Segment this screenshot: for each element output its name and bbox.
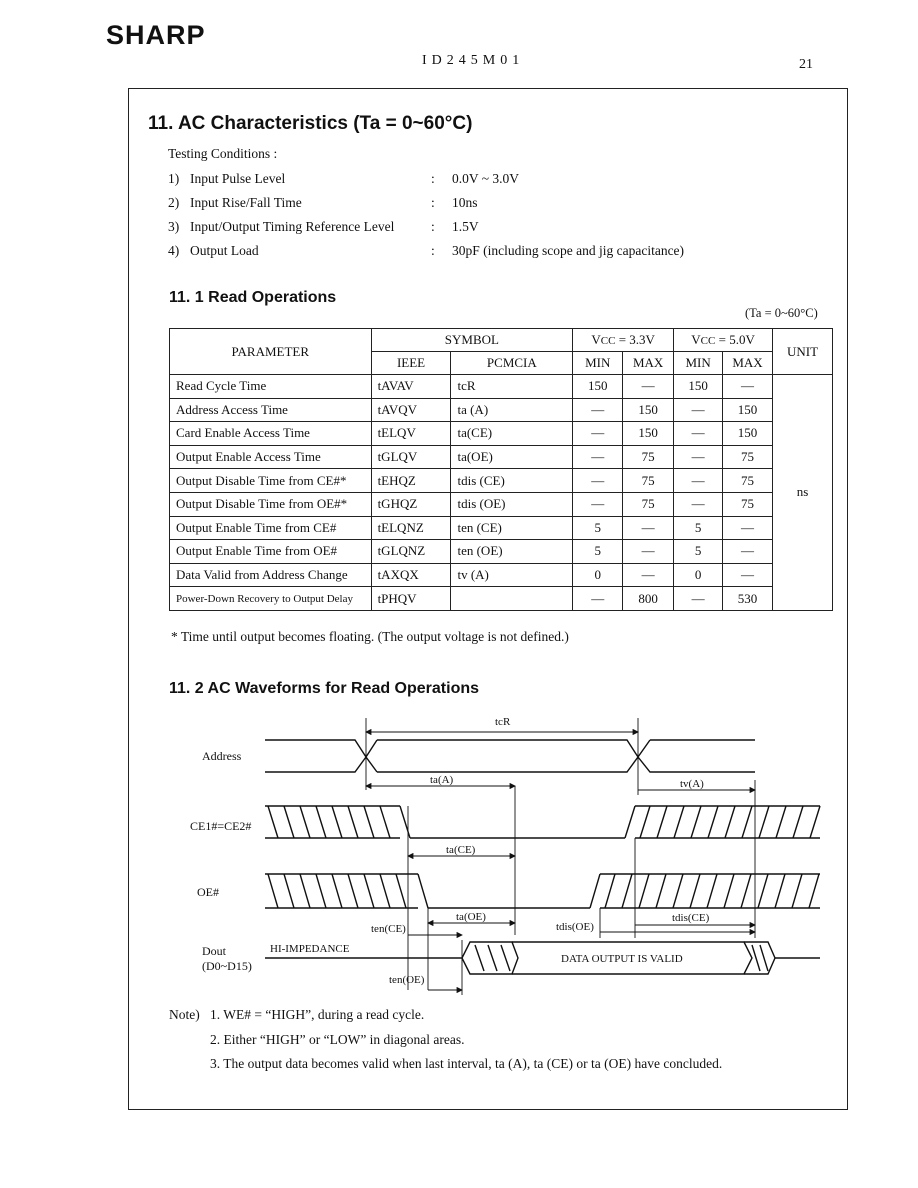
cell-min50: — (674, 398, 723, 422)
cell-pcmcia: tcR (451, 375, 573, 399)
condition-4-label: Output Load (190, 243, 259, 258)
cell-min33: 0 (573, 563, 623, 587)
hatch-line (690, 874, 700, 908)
header-unit: UNIT (773, 329, 833, 375)
hatch-line (348, 806, 358, 838)
hatch-line (380, 806, 390, 838)
header-min-33: MIN (573, 352, 623, 375)
hatch-line (316, 806, 326, 838)
cell-min33: 5 (573, 516, 623, 540)
cell-min33: — (573, 492, 623, 516)
cell-max33: — (623, 540, 674, 564)
read-ops-title: 11. 1 Read Operations (169, 289, 337, 306)
cell-ieee: tAXQX (371, 563, 451, 587)
cell-param: Read Cycle Time (170, 375, 372, 399)
condition-3-value: 1.5V (452, 219, 479, 234)
condition-3-colon: : (431, 219, 435, 234)
hatch-line (268, 806, 278, 838)
hatch-line (741, 874, 751, 908)
hatch-line (725, 806, 735, 838)
hatch-line (793, 806, 803, 838)
signal-oe-label: OE# (197, 885, 219, 899)
hatch-line (809, 874, 819, 908)
cell-pcmcia: ta (A) (451, 398, 573, 422)
hatch-line (775, 874, 785, 908)
condition-1-num: 1) (168, 171, 180, 186)
cell-max50: — (723, 540, 773, 564)
cell-pcmcia: tdis (CE) (451, 469, 573, 493)
ta-a-label: ta(A) (430, 774, 454, 786)
notes-label: Note) (169, 1007, 200, 1022)
cell-max33: — (623, 516, 674, 540)
hatch-line (396, 874, 406, 908)
cell-min50: — (674, 445, 723, 469)
hatch-line (284, 806, 294, 838)
ta-ce-label: ta(CE) (446, 844, 476, 856)
condition-4-colon: : (431, 243, 435, 258)
cell-min33: — (573, 469, 623, 493)
header-ieee: IEEE (371, 352, 451, 375)
hatch-line (758, 874, 768, 908)
page-number: 21 (799, 57, 813, 72)
hatch-line (707, 874, 717, 908)
cell-ieee: tGLQV (371, 445, 451, 469)
hatch-line (708, 806, 718, 838)
cell-max50: 75 (723, 492, 773, 516)
condition-4-value: 30pF (including scope and jig capacitance) (452, 243, 685, 258)
sharp-logo: SHARP (106, 20, 206, 50)
cell-max33: 75 (623, 445, 674, 469)
header-parameter: PARAMETER (170, 329, 372, 375)
cell-min33: — (573, 587, 623, 611)
cell-max50: 75 (723, 469, 773, 493)
hatch-line (639, 874, 649, 908)
cell-min33: — (573, 422, 623, 446)
cell-max33: 150 (623, 422, 674, 446)
cell-min50: 150 (674, 375, 723, 399)
hatch-line (364, 874, 374, 908)
cell-min50: — (674, 469, 723, 493)
cell-ieee: tELQNZ (371, 516, 451, 540)
hatch-line (300, 874, 310, 908)
cell-pcmcia: ta(CE) (451, 422, 573, 446)
header-vcc50: VCC = 5.0V (674, 329, 773, 352)
cell-min33: — (573, 398, 623, 422)
ta-oe-label: ta(OE) (456, 911, 486, 923)
cell-ieee: tELQV (371, 422, 451, 446)
cell-min33: — (573, 445, 623, 469)
hatch-line (605, 874, 615, 908)
cell-pcmcia: ten (OE) (451, 540, 573, 564)
waveforms-title: 11. 2 AC Waveforms for Read Operations (169, 680, 480, 697)
cell-ieee: tAVAV (371, 375, 451, 399)
hatch-line (792, 874, 802, 908)
address-waveform (265, 740, 755, 772)
signal-dout-label: Dout (202, 944, 226, 958)
header-max-50: MAX (723, 352, 773, 375)
condition-4-num: 4) (168, 243, 180, 258)
cell-param: Data Valid from Address Change (170, 563, 372, 587)
signal-address-label: Address (202, 749, 242, 763)
header-max-33: MAX (623, 352, 674, 375)
hatch-line (316, 874, 326, 908)
cell-param: Output Disable Time from OE#* (170, 492, 372, 516)
cell-max33: 150 (623, 398, 674, 422)
signal-dout-range-label: (D0~D15) (202, 959, 252, 973)
cell-param: Output Enable Access Time (170, 445, 372, 469)
cell-param: Card Enable Access Time (170, 422, 372, 446)
cell-max33: 75 (623, 492, 674, 516)
note-3: 3. The output data becomes valid when last interval, ta (A), ta (CE) or ta (OE) have concluded. (210, 1056, 723, 1071)
tdis-ce-label: tdis(CE) (672, 912, 710, 924)
condition-1-label: Input Pulse Level (190, 171, 286, 186)
table-footnote: * Time until output becomes floating. (The output voltage is not defined.) (171, 629, 569, 644)
hatch-line (810, 806, 820, 838)
cell-min33: 150 (573, 375, 623, 399)
condition-1-colon: : (431, 171, 435, 186)
data-valid-label: DATA OUTPUT IS VALID (561, 953, 683, 965)
cell-pcmcia: ta(OE) (451, 445, 573, 469)
hi-impedance-label: HI-IMPEDANCE (270, 943, 350, 955)
condition-3-num: 3) (168, 219, 180, 234)
hatch-line (673, 874, 683, 908)
cell-max33: 800 (623, 587, 674, 611)
cell-min50: 5 (674, 516, 723, 540)
cell-pcmcia: tv (A) (451, 563, 573, 587)
header-symbol: SYMBOL (371, 329, 573, 352)
cell-max50: 530 (723, 587, 773, 611)
hatch-line (742, 806, 752, 838)
cell-min33: 5 (573, 540, 623, 564)
cell-param: Power-Down Recovery to Output Delay (170, 587, 372, 611)
tcr-label: tcR (495, 716, 511, 728)
cell-min50: 0 (674, 563, 723, 587)
cell-max50: — (723, 563, 773, 587)
section-title: 11. AC Characteristics (Ta = 0~60°C) (148, 113, 473, 134)
hatch-line (776, 806, 786, 838)
cell-max50: — (723, 375, 773, 399)
cell-param: Address Access Time (170, 398, 372, 422)
cell-max50: 75 (723, 445, 773, 469)
hatch-line (348, 874, 358, 908)
oe-waveform (265, 874, 820, 908)
cell-ieee: tGHQZ (371, 492, 451, 516)
cell-min50: — (674, 587, 723, 611)
header-pcmcia: PCMCIA (451, 352, 573, 375)
cell-max50: — (723, 516, 773, 540)
hatch-line (657, 806, 667, 838)
cell-unit: ns (773, 375, 833, 611)
hatch-line (656, 874, 666, 908)
condition-2-num: 2) (168, 195, 180, 210)
cell-ieee: tAVQV (371, 398, 451, 422)
cell-max33: 75 (623, 469, 674, 493)
hatch-line (759, 806, 769, 838)
tv-a-label: tv(A) (680, 778, 704, 790)
hatch-line (332, 806, 342, 838)
hatch-line (724, 874, 734, 908)
cell-pcmcia: tdis (OE) (451, 492, 573, 516)
condition-2-label: Input Rise/Fall Time (190, 195, 302, 210)
document-id: ID245M01 (422, 53, 525, 68)
cell-min50: 5 (674, 540, 723, 564)
cell-max50: 150 (723, 398, 773, 422)
cell-max33: — (623, 375, 674, 399)
cell-param: Output Enable Time from CE# (170, 516, 372, 540)
tdis-oe-label: tdis(OE) (556, 921, 594, 933)
cell-ieee: tGLQNZ (371, 540, 451, 564)
cell-max33: — (623, 563, 674, 587)
header-vcc33: VCC = 3.3V (573, 329, 674, 352)
note-1: 1. WE# = “HIGH”, during a read cycle. (210, 1007, 425, 1022)
cell-pcmcia: ten (CE) (451, 516, 573, 540)
cell-ieee: tPHQV (371, 587, 451, 611)
hatch-line (691, 806, 701, 838)
cell-min50: — (674, 492, 723, 516)
cell-min50: — (674, 422, 723, 446)
cell-param: Output Enable Time from OE# (170, 540, 372, 564)
hatch-line (332, 874, 342, 908)
condition-2-colon: : (431, 195, 435, 210)
hatch-line (622, 874, 632, 908)
hatch-line (674, 806, 684, 838)
testing-conditions-label: Testing Conditions : (168, 146, 278, 161)
header-min-50: MIN (674, 352, 723, 375)
signal-ce-label: CE1#=CE2# (190, 819, 252, 833)
condition-1-value: 0.0V ~ 3.0V (452, 171, 520, 186)
hatch-line (364, 806, 374, 838)
cell-ieee: tEHQZ (371, 469, 451, 493)
ta-note: (Ta = 0~60°C) (745, 306, 818, 320)
hatch-line (380, 874, 390, 908)
hatch-line (640, 806, 650, 838)
ce-waveform (265, 806, 820, 838)
condition-3-label: Input/Output Timing Reference Level (190, 219, 395, 234)
ten-oe-label: ten(OE) (389, 974, 425, 986)
note-2: 2. Either “HIGH” or “LOW” in diagonal areas. (210, 1032, 465, 1047)
cell-param: Output Disable Time from CE#* (170, 469, 372, 493)
ten-ce-label: ten(CE) (371, 923, 406, 935)
hatch-line (300, 806, 310, 838)
cell-max50: 150 (723, 422, 773, 446)
condition-2-value: 10ns (452, 195, 478, 210)
hatch-line (268, 874, 278, 908)
hatch-line (284, 874, 294, 908)
